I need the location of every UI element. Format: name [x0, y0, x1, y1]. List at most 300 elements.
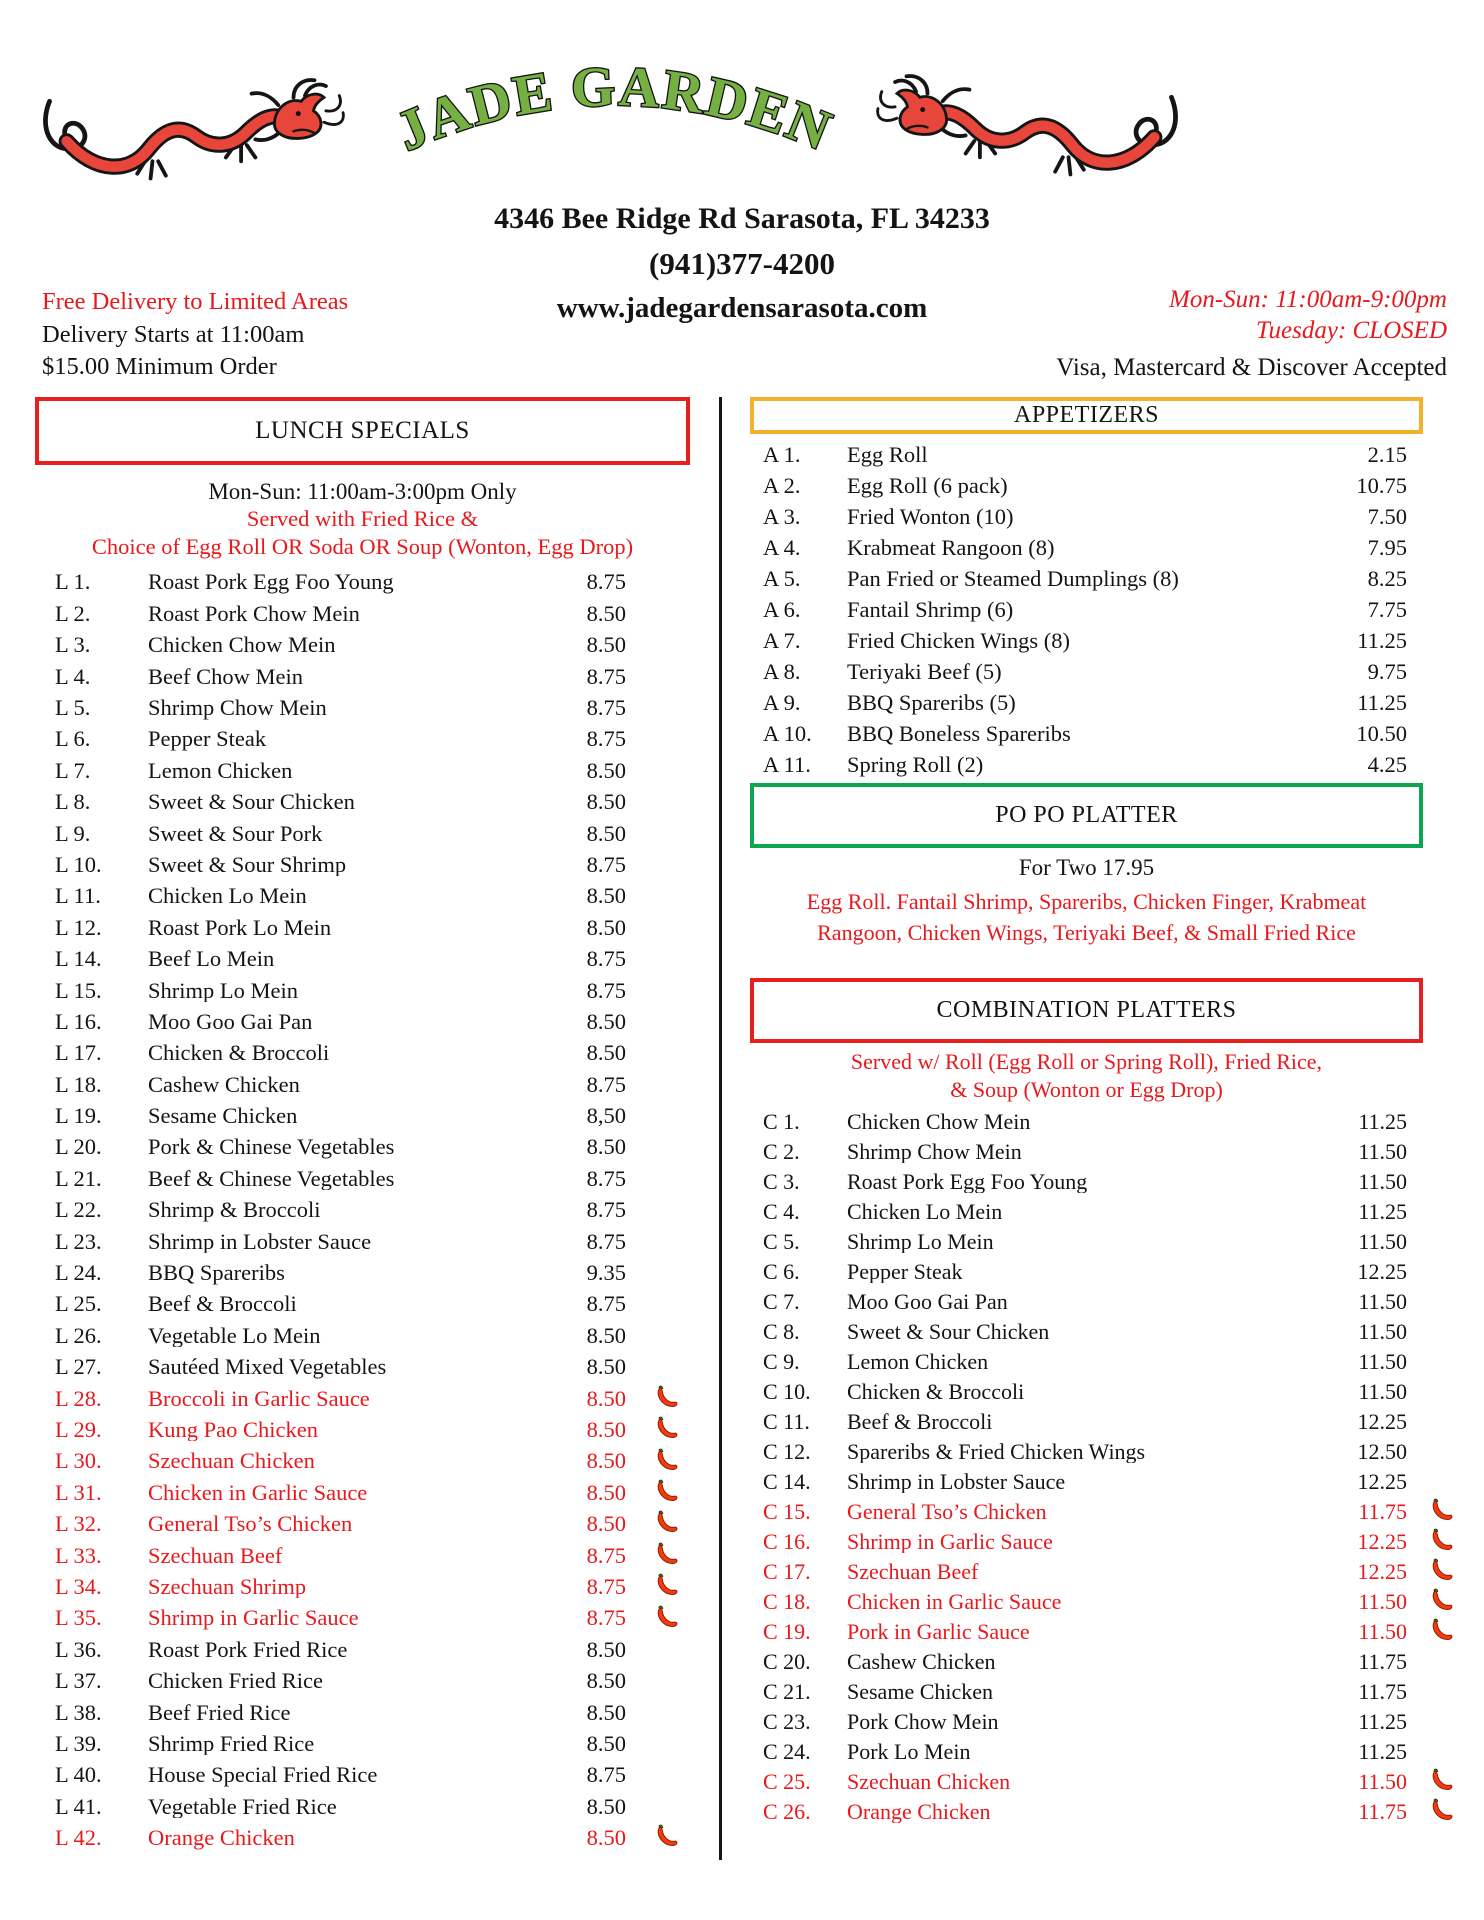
menu-item-row: [35, 1509, 680, 1540]
chili-pepper-icon: [1411, 1587, 1455, 1617]
chili-pepper-icon: [1411, 1767, 1455, 1797]
item-name: Pork & Chinese Vegetables: [148, 1136, 395, 1159]
menu-item-row: [750, 502, 1455, 533]
item-number: L 24.: [55, 1260, 102, 1286]
item-price: 8.50: [586, 1730, 626, 1756]
menu-item-row: [750, 1317, 1455, 1347]
item-number: C 1.: [763, 1109, 800, 1134]
item-price: 10.50: [1356, 721, 1407, 747]
item-number: L 34.: [55, 1573, 102, 1599]
item-number: A 6.: [763, 597, 801, 623]
item-name: BBQ Spareribs: [148, 1262, 285, 1285]
item-name: Shrimp Lo Mein: [847, 1231, 994, 1253]
item-price: 11.25: [1357, 690, 1407, 716]
menu-item-row: [750, 1497, 1455, 1527]
combination-platters-header: [750, 978, 1423, 1043]
item-price: 8.50: [586, 1448, 626, 1474]
item-number: L 17.: [55, 1040, 102, 1066]
item-price: 4.25: [1367, 752, 1407, 778]
menu-item-row: [35, 1258, 680, 1289]
item-name: Pan Fried or Steamed Dumplings (8): [847, 568, 1179, 591]
item-price: 11.75: [1358, 1799, 1407, 1824]
item-number: L 40.: [55, 1762, 102, 1788]
item-number: A 9.: [763, 690, 801, 716]
item-price: 11.50: [1358, 1619, 1407, 1644]
menu-item-row: [35, 567, 680, 598]
chili-placeholder: [636, 1007, 680, 1037]
item-price: 11.75: [1358, 1679, 1407, 1704]
chili-placeholder: [1411, 1407, 1455, 1437]
chili-placeholder: [636, 1196, 680, 1226]
minimum-order-line: $15.00 Minimum Order: [42, 353, 277, 380]
chili-placeholder: [636, 1352, 680, 1382]
svg-text:JADE GARDEN: [388, 56, 841, 163]
item-price: 11.25: [1358, 1109, 1407, 1134]
menu-item-row: [750, 533, 1455, 564]
item-name: Sweet & Sour Pork: [148, 822, 323, 846]
menu-item-row: [35, 1132, 680, 1163]
chili-placeholder: [1411, 1317, 1455, 1347]
item-price: 8,50: [586, 1103, 626, 1129]
chili-pepper-icon: [1411, 1497, 1455, 1527]
item-number: C 9.: [763, 1349, 800, 1374]
item-price: 11.50: [1358, 1589, 1407, 1614]
item-price: 8.75: [586, 695, 626, 720]
item-price: 7.75: [1367, 597, 1407, 623]
menu-item-row: [750, 688, 1455, 719]
item-name: Vegetable Lo Mein: [148, 1324, 321, 1348]
menu-item-row: [35, 1823, 680, 1854]
section-title: APPETIZERS: [1013, 402, 1159, 428]
item-price: 8.75: [586, 1605, 626, 1631]
chili-placeholder: [1411, 751, 1455, 781]
item-name: Chicken in Garlic Sauce: [148, 1481, 368, 1505]
lunch-choice-line: Choice of Egg Roll OR Soda OR Soup (Wonton, Egg Drop): [91, 533, 634, 559]
free-delivery-line: Free Delivery to Limited Areas: [42, 288, 349, 315]
chili-placeholder: [1411, 1137, 1455, 1167]
item-number: L 19.: [55, 1103, 102, 1129]
menu-item-row: [750, 1587, 1455, 1617]
item-number: L 23.: [55, 1228, 102, 1254]
item-number: A 8.: [763, 659, 801, 685]
chili-placeholder: [636, 630, 680, 660]
item-price: 8.50: [586, 1322, 626, 1348]
chili-placeholder: [1411, 689, 1455, 719]
item-name: Teriyaki Beef (5): [847, 661, 1002, 684]
item-name: Lemon Chicken: [148, 759, 293, 783]
item-name: Szechuan Shrimp: [148, 1575, 307, 1599]
item-name: Krabmeat Rangoon (8): [847, 537, 1055, 560]
chili-pepper-icon: [636, 1572, 680, 1602]
chili-placeholder: [636, 662, 680, 692]
lunch-hours-line: Mon-Sun: 11:00am-3:00pm Only: [208, 479, 517, 504]
menu-item-row: [35, 755, 680, 786]
item-number: C 16.: [763, 1529, 811, 1554]
chili-pepper-icon: [636, 1509, 680, 1539]
item-number: C 14.: [763, 1469, 811, 1494]
menu-item-row: [750, 1617, 1455, 1647]
chili-placeholder: [1411, 1107, 1455, 1137]
chili-pepper-icon: [1411, 1527, 1455, 1557]
chili-placeholder: [1411, 720, 1455, 750]
item-number: L 22.: [55, 1197, 102, 1223]
menu-item-row: [750, 1227, 1455, 1257]
chili-placeholder: [636, 1070, 680, 1100]
phone-number: (941)377-4200: [649, 246, 835, 281]
item-number: A 4.: [763, 535, 801, 561]
item-price: 7.50: [1367, 504, 1407, 530]
menu-item-row: [35, 1320, 680, 1351]
item-price: 8.50: [586, 1793, 626, 1819]
menu-item-row: [750, 1107, 1455, 1137]
item-price: 8.50: [586, 914, 626, 940]
menu-item-row: [35, 1760, 680, 1791]
item-name: Orange Chicken: [847, 1801, 991, 1823]
chili-placeholder: [1411, 1437, 1455, 1467]
menu-item-row: [35, 912, 680, 943]
item-name: Pork in Garlic Sauce: [847, 1621, 1030, 1643]
menu-item-row: [750, 1167, 1455, 1197]
item-price: 11.25: [1358, 1709, 1407, 1734]
menu-item-row: [750, 471, 1455, 502]
menu-item-row: [750, 626, 1455, 657]
item-price: 8.50: [586, 1354, 626, 1380]
item-price: 8.50: [586, 820, 626, 846]
item-name: Sautéed Mixed Vegetables: [148, 1356, 387, 1379]
item-number: A 11.: [763, 752, 811, 778]
item-price: 8.75: [586, 663, 626, 689]
menu-item-row: [750, 1197, 1455, 1227]
menu-item-row: [750, 1767, 1455, 1797]
chili-placeholder: [1411, 1257, 1455, 1287]
item-name: Roast Pork Egg Foo Young: [148, 571, 394, 594]
dragon-icon: [40, 46, 345, 208]
menu-item-row: [750, 1137, 1455, 1167]
item-price: 12.25: [1357, 1469, 1407, 1494]
menu-item-row: [750, 1797, 1455, 1827]
item-name: Spring Roll (2): [847, 754, 984, 777]
item-name: Shrimp Chow Mein: [148, 697, 327, 720]
chili-placeholder: [636, 599, 680, 629]
item-number: L 10.: [55, 851, 102, 877]
item-price: 8.50: [586, 1668, 626, 1694]
item-price: 11.50: [1358, 1169, 1407, 1194]
chili-placeholder: [636, 1729, 680, 1759]
item-price: 8.50: [586, 1134, 626, 1160]
chili-placeholder: [636, 693, 680, 723]
chili-pepper-icon: [1411, 1617, 1455, 1647]
item-name: Pork Lo Mein: [847, 1741, 971, 1763]
item-number: L 21.: [55, 1165, 102, 1191]
menu-item-row: [35, 1477, 680, 1508]
item-price: 8.75: [586, 1165, 626, 1191]
item-price: 11.50: [1358, 1379, 1407, 1404]
menu-item-row: [750, 1257, 1455, 1287]
item-number: L 37.: [55, 1668, 102, 1694]
item-name: Roast Pork Lo Mein: [148, 916, 332, 940]
item-name: General Tso’s Chicken: [847, 1501, 1047, 1523]
item-number: C 17.: [763, 1559, 811, 1584]
item-number: L 5.: [55, 695, 91, 720]
appetizers-list: [750, 440, 1455, 781]
chili-placeholder: [636, 787, 680, 817]
chili-placeholder: [636, 1792, 680, 1822]
item-name: Sesame Chicken: [148, 1105, 298, 1128]
item-price: 10.75: [1356, 473, 1407, 499]
item-price: 8.75: [586, 1573, 626, 1599]
item-name: Sweet & Sour Chicken: [148, 791, 355, 814]
appetizers-header: [750, 397, 1423, 434]
chili-placeholder: [1411, 534, 1455, 564]
item-name: Shrimp Lo Mein: [148, 979, 298, 1003]
item-name: Chicken Lo Mein: [148, 885, 307, 908]
menu-item-row: [750, 1647, 1455, 1677]
item-name: Vegetable Fried Rice: [148, 1795, 337, 1819]
item-name: Moo Goo Gai Pan: [148, 1010, 313, 1034]
item-name: Shrimp in Lobster Sauce: [847, 1471, 1066, 1493]
item-name: Chicken & Broccoli: [847, 1381, 1025, 1403]
item-name: Kung Pao Chicken: [148, 1418, 318, 1442]
item-price: 8.75: [586, 851, 626, 877]
item-name: Shrimp Fried Rice: [148, 1732, 315, 1756]
chili-placeholder: [1411, 596, 1455, 626]
menu-item-row: [35, 1163, 680, 1194]
item-name: Chicken Fried Rice: [148, 1670, 323, 1693]
menu-item-row: [35, 1383, 680, 1414]
chili-pepper-icon: [1411, 1557, 1455, 1587]
item-price: 8.50: [586, 789, 626, 815]
item-name: Chicken Chow Mein: [148, 634, 336, 657]
delivery-info: [42, 286, 562, 384]
menu-item-row: [35, 1069, 680, 1100]
po-po-platter-header: [750, 783, 1423, 848]
item-number: L 30.: [55, 1448, 102, 1474]
chili-placeholder: [636, 756, 680, 786]
menu-item-row: [750, 1677, 1455, 1707]
chili-placeholder: [636, 1666, 680, 1696]
lunch-specials-subtitle: [35, 478, 690, 560]
menu-item-row: [35, 1728, 680, 1759]
item-number: C 2.: [763, 1139, 800, 1164]
item-number: C 3.: [763, 1169, 800, 1194]
item-number: C 15.: [763, 1499, 811, 1524]
item-price: 8.75: [586, 1228, 626, 1254]
item-number: C 19.: [763, 1619, 811, 1644]
menu-item-row: [35, 787, 680, 818]
po-po-description: [750, 886, 1423, 948]
item-name: Shrimp Chow Mein: [847, 1141, 1022, 1163]
item-name: Fried Wonton (10): [847, 506, 1014, 529]
item-price: 7.95: [1367, 535, 1407, 561]
item-name: Szechuan Chicken: [847, 1771, 1011, 1793]
chili-placeholder: [636, 1290, 680, 1320]
item-name: Fantail Shrimp (6): [847, 599, 1014, 622]
menu-item-row: [35, 1446, 680, 1477]
chili-placeholder: [636, 1698, 680, 1728]
po-po-description-line: Egg Roll. Fantail Shrimp, Spareribs, Chicken Finger, Krabmeat: [806, 889, 1367, 914]
menu-item-row: [750, 440, 1455, 471]
item-name: Cashew Chicken: [847, 1651, 996, 1673]
menu-item-row: [35, 1666, 680, 1697]
item-number: L 41.: [55, 1793, 102, 1819]
chili-placeholder: [636, 1227, 680, 1257]
chili-pepper-icon: [636, 1384, 680, 1414]
item-price: 8.50: [586, 1385, 626, 1411]
chili-placeholder: [636, 944, 680, 974]
item-number: A 2.: [763, 473, 801, 499]
menu-item-row: [35, 975, 680, 1006]
item-number: L 36.: [55, 1636, 102, 1662]
item-number: C 20.: [763, 1649, 811, 1674]
item-price: 8.75: [586, 977, 626, 1003]
chili-placeholder: [636, 882, 680, 912]
payment-methods: Visa, Mastercard & Discover Accepted: [1056, 354, 1447, 381]
menu-item-row: [750, 1407, 1455, 1437]
lunch-served-line: Served with Fried Rice &: [246, 506, 479, 531]
item-name: Broccoli in Garlic Sauce: [148, 1387, 370, 1411]
item-name: Roast Pork Fried Rice: [148, 1638, 348, 1662]
menu-item-row: [35, 944, 680, 975]
menu-item-row: [35, 1006, 680, 1037]
item-number: L 7.: [55, 757, 91, 783]
chili-placeholder: [636, 725, 680, 755]
chili-placeholder: [1411, 627, 1455, 657]
chili-pepper-icon: [636, 1604, 680, 1634]
item-price: 8.75: [586, 1071, 626, 1097]
combination-platters-list: [750, 1107, 1455, 1827]
item-name: Egg Roll (6 pack): [847, 475, 1008, 498]
menu-item-row: [35, 1352, 680, 1383]
item-price: 8.50: [586, 1511, 626, 1537]
item-number: A 5.: [763, 566, 801, 592]
item-price: 8.75: [586, 1197, 626, 1223]
menu-item-row: [35, 1791, 680, 1822]
item-number: L 9.: [55, 820, 91, 846]
chili-placeholder: [1411, 1467, 1455, 1497]
item-number: C 11.: [763, 1409, 810, 1434]
section-title: LUNCH SPECIALS: [255, 417, 470, 444]
menu-item-row: [750, 1707, 1455, 1737]
menu-item-row: [750, 1377, 1455, 1407]
lunch-specials-list: [35, 567, 680, 1854]
menu-item-row: [35, 1572, 680, 1603]
hours-info: [887, 284, 1447, 383]
item-price: 11.75: [1358, 1499, 1407, 1524]
item-price: 11.25: [1358, 1739, 1407, 1764]
menu-item-row: [750, 1467, 1455, 1497]
menu-item-row: [750, 1437, 1455, 1467]
item-price: 11.75: [1358, 1649, 1407, 1674]
chili-placeholder: [1411, 1647, 1455, 1677]
menu-item-row: [35, 1101, 680, 1132]
item-price: 11.50: [1358, 1289, 1407, 1314]
chili-placeholder: [1411, 565, 1455, 595]
item-name: Szechuan Beef: [148, 1544, 283, 1568]
item-name: Beef & Broccoli: [847, 1411, 993, 1433]
item-price: 8.50: [586, 1040, 626, 1066]
section-title: PO PO PLATTER: [995, 802, 1178, 828]
item-price: 9.75: [1367, 659, 1407, 685]
chili-placeholder: [1411, 658, 1455, 688]
item-number: L 11.: [55, 883, 101, 909]
menu-item-row: [750, 595, 1455, 626]
item-number: L 6.: [55, 726, 91, 752]
item-name: Shrimp in Lobster Sauce: [148, 1230, 372, 1254]
item-name: Lemon Chicken: [847, 1351, 989, 1373]
item-number: A 7.: [763, 628, 801, 654]
item-number: L 33.: [55, 1542, 102, 1568]
chili-placeholder: [636, 568, 680, 598]
item-name: Cashew Chicken: [148, 1073, 300, 1097]
menu-item-row: [35, 630, 680, 661]
item-price: 11.50: [1358, 1319, 1407, 1344]
item-name: Sweet & Sour Chicken: [847, 1321, 1050, 1343]
chili-placeholder: [1411, 1167, 1455, 1197]
item-name: Roast Pork Egg Foo Young: [847, 1171, 1088, 1193]
item-price: 11.25: [1357, 628, 1407, 654]
item-number: C 12.: [763, 1439, 811, 1464]
item-price: 8.50: [586, 1699, 626, 1725]
item-price: 8.50: [586, 1416, 626, 1442]
item-name: Pepper Steak: [847, 1261, 963, 1283]
menu-item-row: [35, 1415, 680, 1446]
dragon-icon: [876, 42, 1181, 204]
address-line: 4346 Bee Ridge Rd Sarasota, FL 34233: [494, 202, 990, 235]
item-name: Chicken Lo Mein: [847, 1201, 1003, 1223]
column-divider: [719, 397, 722, 1860]
chili-placeholder: [636, 819, 680, 849]
chili-placeholder: [1411, 1227, 1455, 1257]
item-number: C 26.: [763, 1799, 811, 1824]
item-price: 2.15: [1367, 442, 1407, 468]
restaurant-name: JADE GARDEN: [387, 55, 841, 164]
chili-placeholder: [636, 1101, 680, 1131]
item-number: C 18.: [763, 1589, 811, 1614]
item-number: C 8.: [763, 1319, 800, 1344]
menu-item-row: [35, 1697, 680, 1728]
menu-item-row: [750, 1527, 1455, 1557]
item-price: 8.50: [586, 1636, 626, 1662]
item-price: 12.25: [1357, 1529, 1407, 1554]
item-price: 11.25: [1358, 1199, 1407, 1224]
item-name: Beef Chow Mein: [148, 665, 303, 689]
item-price: 8.50: [586, 757, 626, 783]
item-number: C 10.: [763, 1379, 811, 1404]
item-price: 8.50: [586, 883, 626, 909]
item-number: L 42.: [55, 1825, 102, 1851]
item-name: Egg Roll: [847, 444, 928, 467]
chili-pepper-icon: [636, 1823, 680, 1853]
hours-line: Mon-Sun: 11:00am-9:00pm: [1169, 286, 1447, 313]
item-price: 8.50: [586, 600, 626, 626]
menu-item-row: [750, 1347, 1455, 1377]
item-price: 8.75: [586, 569, 626, 595]
item-number: C 6.: [763, 1259, 800, 1284]
item-price: 8.75: [586, 1542, 626, 1568]
item-name: Moo Goo Gai Pan: [847, 1291, 1008, 1313]
chili-placeholder: [636, 1133, 680, 1163]
chili-placeholder: [636, 1635, 680, 1665]
item-number: C 25.: [763, 1769, 811, 1794]
menu-item-row: [35, 881, 680, 912]
item-name: Beef Fried Rice: [148, 1701, 291, 1724]
item-number: L 16.: [55, 1008, 102, 1034]
menu-item-row: [750, 1557, 1455, 1587]
item-number: L 18.: [55, 1071, 102, 1097]
item-number: L 2.: [55, 600, 91, 626]
po-po-price-line: For Two 17.95: [1018, 855, 1155, 880]
item-number: L 4.: [55, 663, 91, 689]
